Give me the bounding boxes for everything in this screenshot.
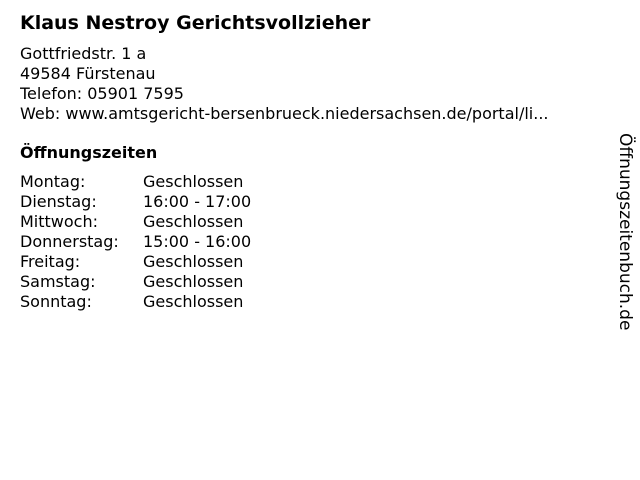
city-address: 49584 Fürstenau <box>20 64 156 83</box>
day-hours: Geschlossen <box>143 292 244 311</box>
business-name: Klaus Nestroy Gerichtsvollzieher <box>20 12 371 34</box>
day-hours: 16:00 - 17:00 <box>143 192 252 211</box>
contact-block <box>20 44 610 124</box>
hours-row <box>20 232 610 252</box>
hours-row <box>20 212 610 232</box>
day-label: Sonntag: <box>20 292 92 311</box>
day-hours: Geschlossen <box>143 272 244 291</box>
phone-number[interactable]: 05901 7595 <box>87 84 184 103</box>
day-hours: 15:00 - 16:00 <box>143 232 252 251</box>
hours-row <box>20 272 610 292</box>
hours-row <box>20 172 610 192</box>
hours-row <box>20 252 610 272</box>
street-address: Gottfriedstr. 1 a <box>20 44 147 63</box>
day-hours: Geschlossen <box>143 212 244 231</box>
hours-row <box>20 192 610 212</box>
business-card <box>20 10 610 312</box>
web-label: Web: <box>20 104 61 123</box>
day-label: Freitag: <box>20 252 81 271</box>
day-hours: Geschlossen <box>143 252 244 271</box>
phone-line <box>20 84 610 104</box>
website-link[interactable]: www.amtsgericht-bersenbrueck.niedersachsen.de/portal/li... <box>65 104 549 123</box>
opening-hours-title: Öffnungszeiten <box>20 143 158 162</box>
day-label: Montag: <box>20 172 86 191</box>
web-line <box>20 104 610 124</box>
day-label: Donnerstag: <box>20 232 119 251</box>
day-hours: Geschlossen <box>143 172 244 191</box>
hours-row <box>20 292 610 312</box>
day-label: Dienstag: <box>20 192 97 211</box>
phone-label: Telefon: <box>20 84 83 103</box>
day-label: Samstag: <box>20 272 96 291</box>
site-credit: Öffnungszeitenbuch.de <box>615 133 635 331</box>
opening-hours-table <box>20 172 610 312</box>
day-label: Mittwoch: <box>20 212 98 231</box>
